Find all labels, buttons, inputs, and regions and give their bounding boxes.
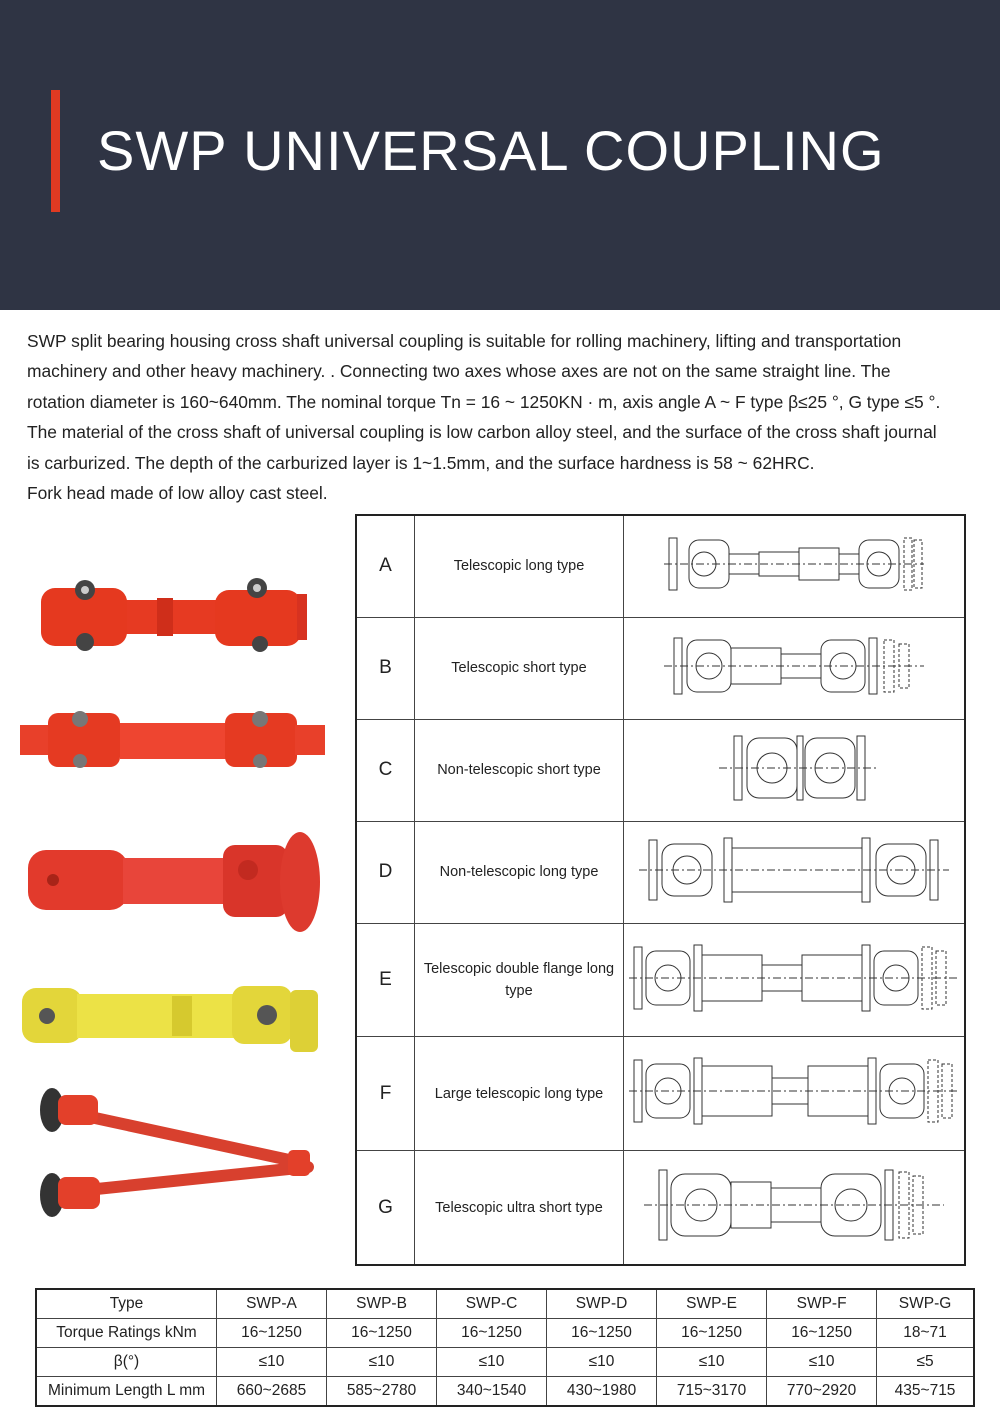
specs-row-label: Minimum Length L mm xyxy=(36,1377,217,1407)
type-name: Large telescopic long type xyxy=(414,1037,623,1151)
coupling-photo-b xyxy=(20,705,325,775)
specs-cell: 16~1250 xyxy=(437,1319,547,1348)
specs-cell: 16~1250 xyxy=(547,1319,657,1348)
specs-table xyxy=(35,1288,975,1407)
specs-cell: ≤10 xyxy=(657,1348,767,1377)
specs-cell: ≤5 xyxy=(877,1348,974,1377)
accent-bar xyxy=(51,90,60,212)
specs-cell: 340~1540 xyxy=(437,1377,547,1407)
specs-cell: 18~71 xyxy=(877,1319,974,1348)
table-row xyxy=(36,1319,974,1348)
product-photos xyxy=(0,540,345,1280)
specs-cell: ≤10 xyxy=(437,1348,547,1377)
type-letter: C xyxy=(356,719,414,821)
intro-line: SWP split bearing housing cross shaft universal coupling is suitable for rolling machinery, lifting and transportation xyxy=(27,331,902,351)
type-drawing xyxy=(624,923,966,1037)
table-row xyxy=(356,821,965,923)
specs-cell: 660~2685 xyxy=(217,1377,327,1407)
coupling-photo-c xyxy=(28,830,323,935)
coupling-types-table xyxy=(355,514,966,1266)
intro-line: is carburized. The depth of the carburized layer is 1~1.5mm, and the surface hardness is 58 ~ 62HRC. xyxy=(27,452,815,473)
specs-cell: ≤10 xyxy=(547,1348,657,1377)
drawing-c-diagram xyxy=(659,728,929,808)
table-row xyxy=(356,617,965,719)
drawing-e-diagram xyxy=(624,933,964,1023)
coupling-photo-a xyxy=(35,570,310,660)
drawing-f-diagram xyxy=(624,1046,964,1136)
specs-header-cell: Type xyxy=(36,1289,217,1319)
specs-cell: 715~3170 xyxy=(657,1377,767,1407)
type-name: Non-telescopic long type xyxy=(414,821,623,923)
type-letter: A xyxy=(356,515,414,617)
page-title: SWP UNIVERSAL COUPLING xyxy=(97,119,885,182)
intro-line: rotation diameter is 160~640mm. The nominal torque Tn = 16 ~ 1250KN · m, axis angle A ~ F type β≤25 °, G type ≤5 °. xyxy=(27,391,941,412)
specs-header-row xyxy=(36,1289,974,1319)
table-row xyxy=(356,923,965,1037)
specs-cell: ≤10 xyxy=(767,1348,877,1377)
specs-header-cell: SWP-C xyxy=(437,1289,547,1319)
specs-cell: 430~1980 xyxy=(547,1377,657,1407)
coupling-photo-e xyxy=(38,1085,318,1225)
drawing-g-diagram xyxy=(639,1160,949,1250)
type-letter: D xyxy=(356,821,414,923)
type-drawing xyxy=(624,719,966,821)
intro-line: machinery and other heavy machinery. . Connecting two axes whose axes are not on the same straight line. The xyxy=(27,361,891,382)
specs-cell: 435~715 xyxy=(877,1377,974,1407)
specs-cell: ≤10 xyxy=(327,1348,437,1377)
specs-header-cell: SWP-F xyxy=(767,1289,877,1319)
type-drawing xyxy=(624,1151,966,1265)
specs-row-label: Torque Ratings kNm xyxy=(36,1319,217,1348)
specs-cell: 16~1250 xyxy=(767,1319,877,1348)
specs-header-cell: SWP-E xyxy=(657,1289,767,1319)
intro-paragraph xyxy=(27,326,997,508)
drawing-d-diagram xyxy=(634,830,954,910)
type-name: Telescopic double flange long type xyxy=(414,923,623,1037)
specs-cell: 16~1250 xyxy=(217,1319,327,1348)
specs-cell: 16~1250 xyxy=(327,1319,437,1348)
type-letter: G xyxy=(356,1151,414,1265)
specs-cell: ≤10 xyxy=(217,1348,327,1377)
type-name: Telescopic short type xyxy=(414,617,623,719)
specs-header-cell: SWP-A xyxy=(217,1289,327,1319)
coupling-photo-d xyxy=(22,980,322,1060)
table-row xyxy=(356,719,965,821)
table-row xyxy=(356,515,965,617)
type-drawing xyxy=(624,617,966,719)
specs-header-cell: SWP-B xyxy=(327,1289,437,1319)
header-banner xyxy=(0,0,1000,310)
specs-header-cell: SWP-G xyxy=(877,1289,974,1319)
type-letter: F xyxy=(356,1037,414,1151)
table-row xyxy=(356,1151,965,1265)
type-letter: B xyxy=(356,617,414,719)
specs-cell: 585~2780 xyxy=(327,1377,437,1407)
specs-header-cell: SWP-D xyxy=(547,1289,657,1319)
type-drawing xyxy=(624,821,966,923)
type-name: Telescopic long type xyxy=(414,515,623,617)
type-name: Telescopic ultra short type xyxy=(414,1151,623,1265)
type-letter: E xyxy=(356,923,414,1037)
intro-line: The material of the cross shaft of universal coupling is low carbon alloy steel, and the surface of the cross shaft journal xyxy=(27,422,937,443)
type-drawing xyxy=(624,1037,966,1151)
table-row xyxy=(356,1037,965,1151)
specs-row-label: β(°) xyxy=(36,1348,217,1377)
specs-cell: 770~2920 xyxy=(767,1377,877,1407)
drawing-a-diagram xyxy=(659,524,929,604)
type-name: Non-telescopic short type xyxy=(414,719,623,821)
type-drawing xyxy=(624,515,966,617)
drawing-b-diagram xyxy=(659,626,929,706)
table-row xyxy=(36,1348,974,1377)
intro-line: Fork head made of low alloy cast steel. xyxy=(27,483,328,504)
specs-cell: 16~1250 xyxy=(657,1319,767,1348)
table-row xyxy=(36,1377,974,1407)
